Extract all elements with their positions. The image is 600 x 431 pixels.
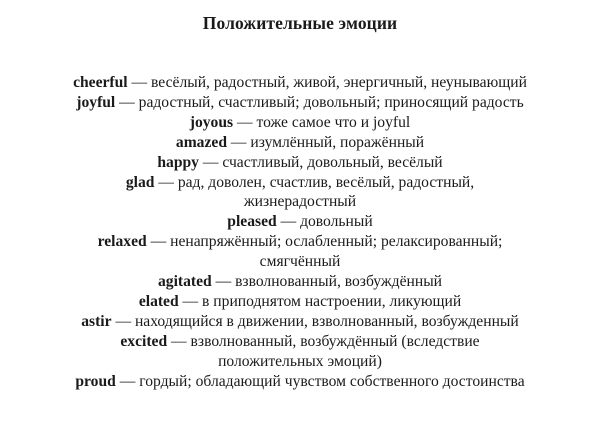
vocabulary-entry <box>20 133 580 153</box>
russian-translation: в приподнятом настроении, ликующий <box>202 292 462 310</box>
vocabulary-entry <box>20 212 580 232</box>
vocabulary-entry <box>20 173 580 193</box>
vocabulary-entry <box>20 272 580 292</box>
entry-separator: — <box>127 74 152 91</box>
english-word: relaxed <box>97 233 147 251</box>
russian-translation: взволнованный, возбуждённый (вследствие <box>190 332 480 350</box>
russian-translation: находящийся в движении, взволнованный, возбужденный <box>134 312 519 330</box>
page-title: Положительные эмоции <box>202 13 398 33</box>
vocabulary-entry <box>20 332 580 352</box>
entry-separator: — <box>146 233 171 251</box>
entry-separator: — <box>154 173 178 191</box>
english-word: proud <box>75 372 116 390</box>
vocabulary-entry <box>20 153 580 173</box>
english-word: happy <box>157 153 199 171</box>
vocabulary-entry-continuation <box>20 192 580 212</box>
english-word: amazed <box>175 133 227 151</box>
russian-translation: весёлый, радостный, живой, энергичный, неунывающий <box>151 74 527 91</box>
english-word: elated <box>138 292 179 310</box>
entry-separator: — <box>111 312 135 330</box>
vocabulary-entry <box>20 312 580 332</box>
entry-separator: — <box>115 372 140 390</box>
entry-separator: — <box>276 213 301 231</box>
russian-translation: взволнованный, возбуждённый <box>235 273 443 291</box>
vocabulary-entry <box>20 93 580 113</box>
russian-translation: счастливый, довольный, весёлый <box>222 153 443 171</box>
russian-translation: ненапряжённый; ослабленный; релаксированный; <box>170 233 503 251</box>
english-word: pleased <box>227 213 277 231</box>
english-word: joyous <box>189 113 234 131</box>
entry-separator: — <box>211 273 236 291</box>
russian-translation: жизнерадостный <box>243 193 357 211</box>
russian-translation: положительных эмоций) <box>218 352 382 370</box>
entry-separator: — <box>198 153 223 171</box>
russian-translation: рад, доволен, счастлив, весёлый, радостный, <box>177 173 475 191</box>
english-word: agitated <box>157 273 212 291</box>
russian-translation: тоже самое что и joyful <box>256 113 411 131</box>
entry-separator: — <box>227 133 251 151</box>
russian-translation: радостный, счастливый; довольный; приносящий радость <box>138 93 524 111</box>
russian-translation: изумлённый, поражённый <box>250 133 425 151</box>
vocabulary-entry-continuation <box>20 252 580 272</box>
english-word: glad <box>125 173 155 191</box>
russian-translation: смягчённый <box>259 253 341 271</box>
vocabulary-entry <box>20 113 580 133</box>
entry-separator: — <box>233 113 257 131</box>
vocabulary-entry <box>20 292 580 312</box>
vocabulary-entry <box>20 372 580 392</box>
english-word: excited <box>120 332 168 350</box>
vocabulary-list <box>0 73 600 392</box>
english-word: joyful <box>76 93 116 111</box>
entry-separator: — <box>167 332 191 350</box>
english-word: astir <box>81 312 112 330</box>
russian-translation: гордый; обладающий чувством собственного достоинства <box>139 372 525 390</box>
vocabulary-entry <box>20 73 580 93</box>
entry-separator: — <box>115 93 139 111</box>
english-word: cheerful <box>73 74 128 91</box>
vocabulary-entry-continuation <box>20 352 580 372</box>
entry-separator: — <box>178 292 203 310</box>
russian-translation: довольный <box>300 213 373 231</box>
vocabulary-entry <box>20 232 580 252</box>
